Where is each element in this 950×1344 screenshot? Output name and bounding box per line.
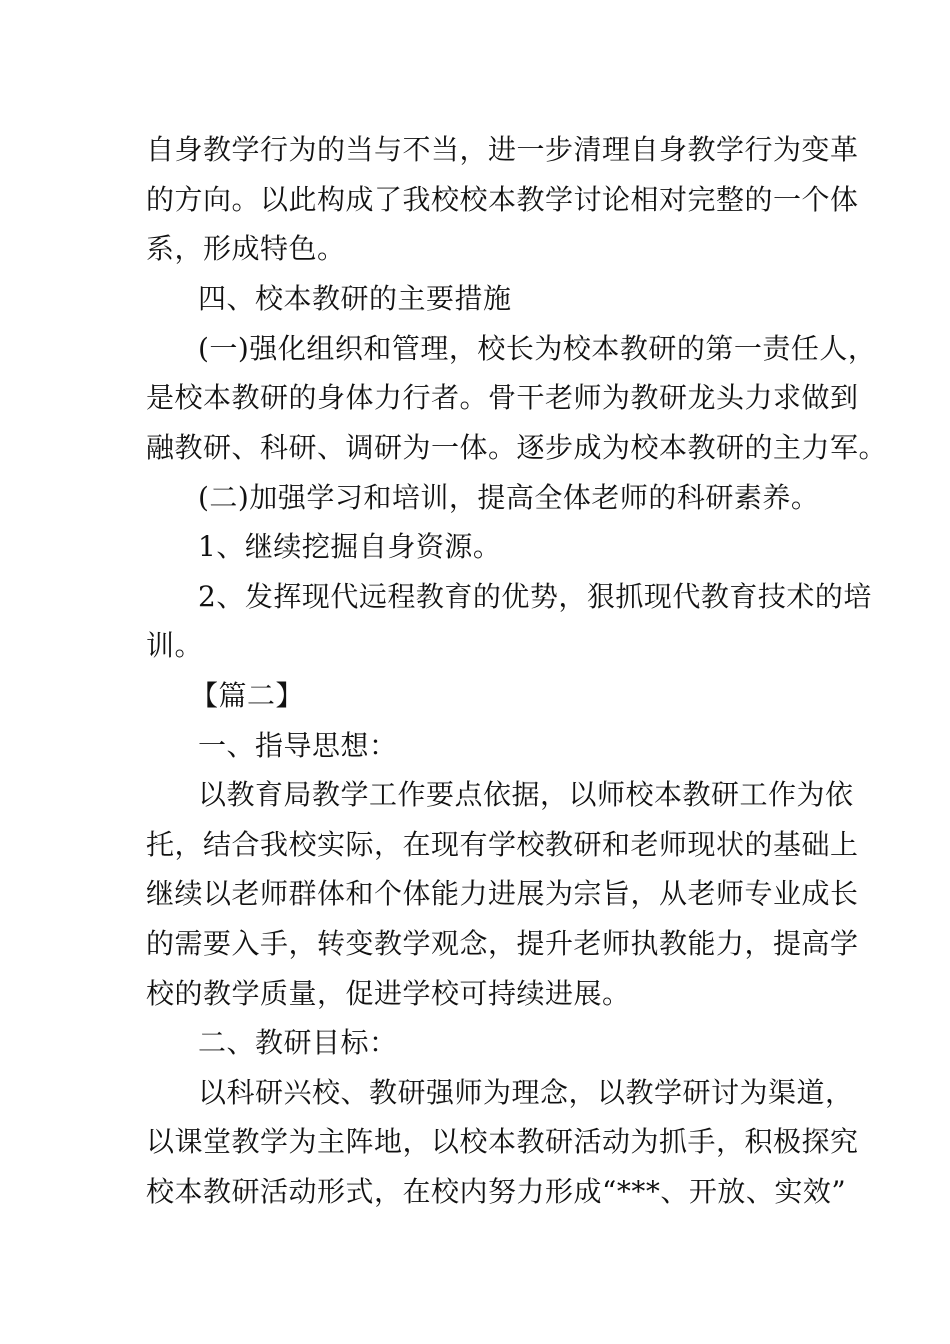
paragraph-line: 校的教学质量，促进学校可持续进展。 <box>146 977 631 1010</box>
section-heading: 二、教研目标： <box>198 1026 398 1059</box>
paragraph-line: 融教研、科研、调研为一体。逐步成为校本教研的主力军。 <box>146 431 888 464</box>
paragraph-line: 继续以老师群体和个体能力进展为宗旨，从老师专业成长 <box>146 877 859 910</box>
paragraph-line: 以教育局教学工作要点依据，以师校本教研工作为依 <box>198 778 854 811</box>
paragraph-line: 校本教研活动形式，在校内努力形成“***、开放、实效” <box>146 1175 847 1208</box>
list-item: 2、发挥现代远程教育的优势，狠抓现代教育技术的培 <box>198 580 872 613</box>
paragraph-line: 托，结合我校实际，在现有学校教研和老师现状的基础上 <box>146 828 859 861</box>
paragraph-line: 的方向。以此构成了我校校本教学讨论相对完整的一个体 <box>146 183 859 216</box>
part-heading: 【篇二】 <box>190 679 305 712</box>
paragraph-line: 训。 <box>146 629 204 662</box>
paragraph-line: 的需要入手，转变教学观念，提升老师执教能力，提高学 <box>146 927 859 960</box>
section-heading: 四、校本教研的主要措施 <box>198 282 512 315</box>
paragraph-line: 以科研兴校、教研强师为理念，以教学研讨为渠道， <box>198 1076 854 1109</box>
paragraph-line: 自身教学行为的当与不当，进一步清理自身教学行为变革 <box>146 133 859 166</box>
paragraph-line: (二)加强学习和培训，提高全体老师的科研素养。 <box>198 481 820 514</box>
paragraph-line: 系，形成特色。 <box>146 232 346 265</box>
list-item: 1、继续挖掘自身资源。 <box>198 530 502 563</box>
section-heading: 一、指导思想： <box>198 729 398 762</box>
paragraph-line: (一)强化组织和管理，校长为校本教研的第一责任人， <box>198 332 877 365</box>
paragraph-line: 以课堂教学为主阵地，以校本教研活动为抓手，积极探究 <box>146 1125 859 1158</box>
paragraph-line: 是校本教研的身体力行者。骨干老师为教研龙头力求做到 <box>146 381 859 414</box>
